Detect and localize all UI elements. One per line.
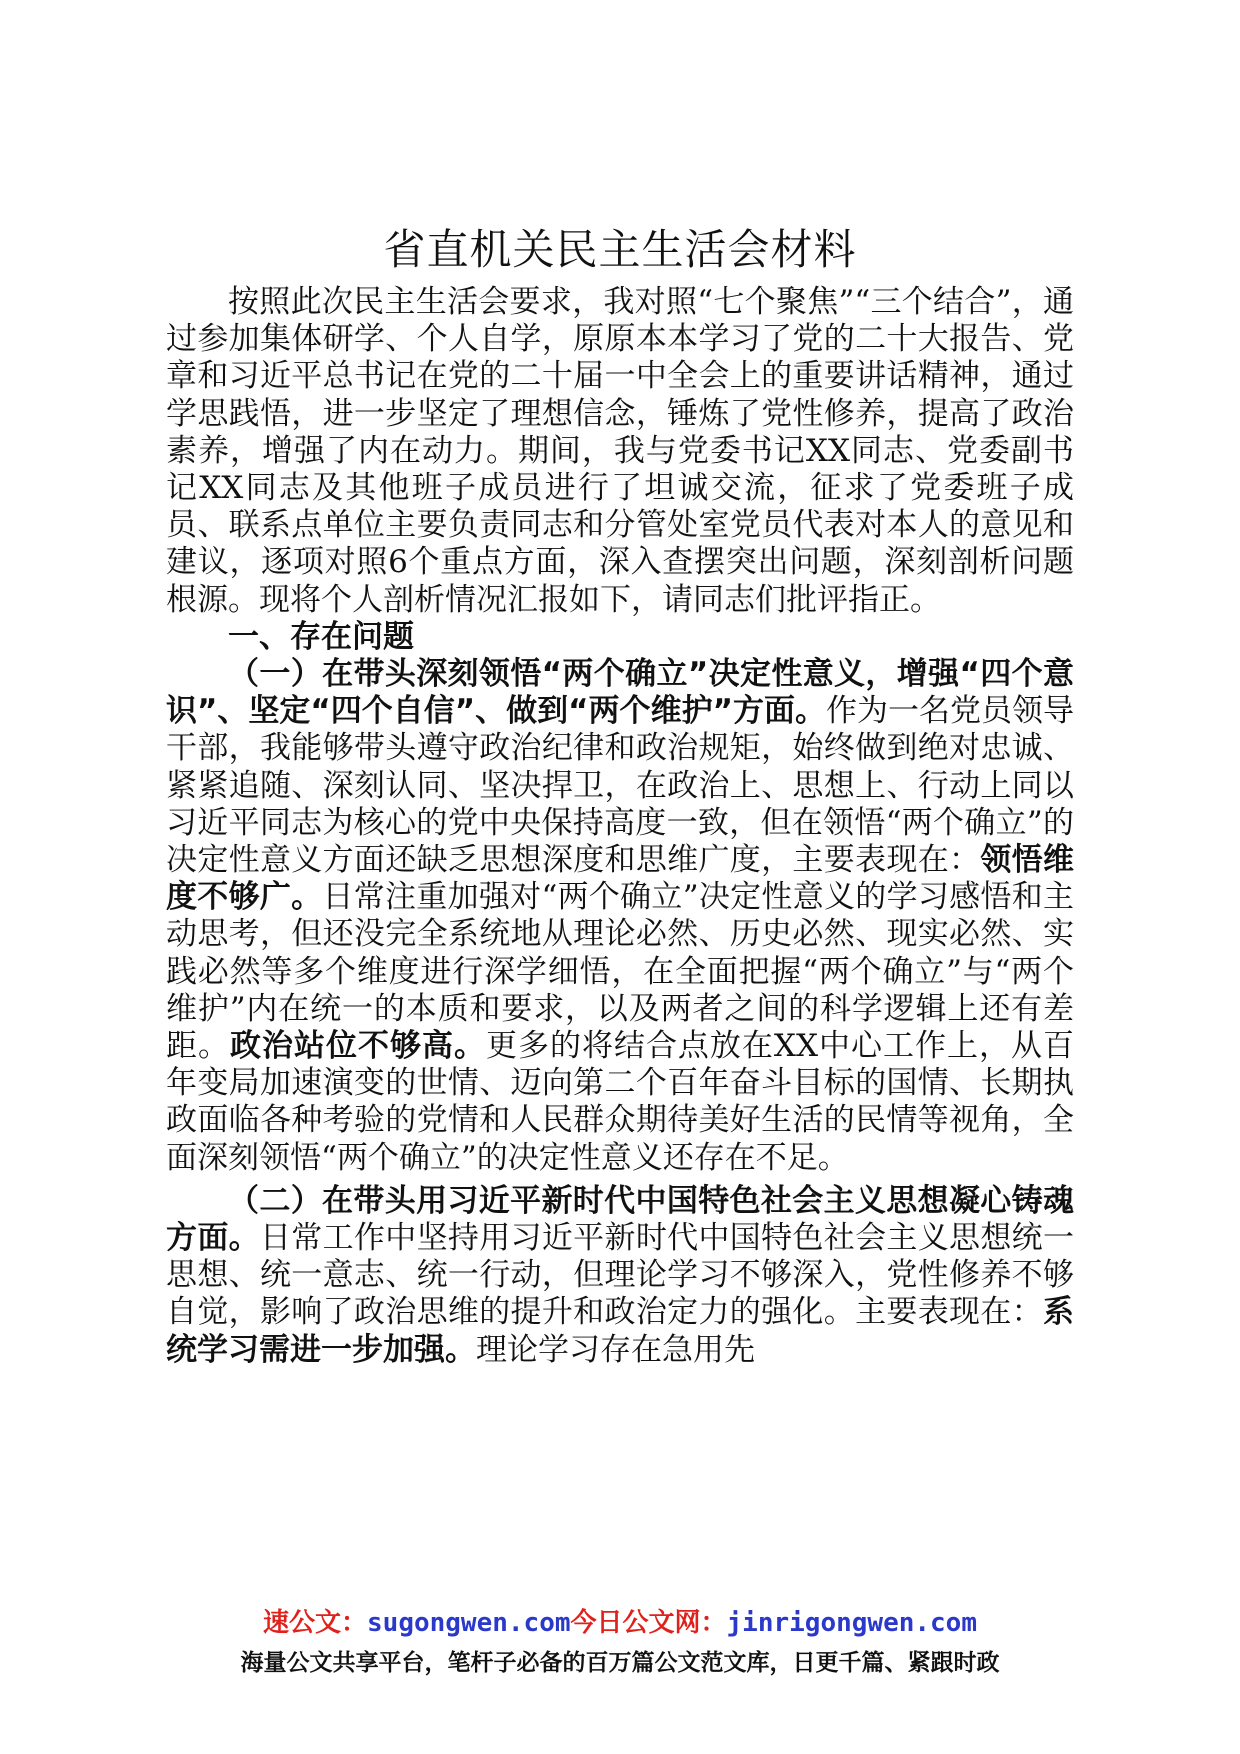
item-1-text-2: 日常注重加强对“两个确立”决定性意义的学习感悟和主动思考，但还没完全系统地从理论必然、历史必然、现实必然、实践必然等多个维度进行深学细悟，在全面把握“两个确立”与“两个维护”内在统一的本质和要求，以及两者之间的科学逻辑上还有差距。 [166,879,1074,1065]
problem-item-2 [166,1183,1074,1369]
item-2-lead: （二）在带头用习近平新时代中国特色社会主义思想凝心铸魂方面。 [166,1182,1074,1257]
intro-paragraph: 按照此次民主生活会要求，我对照“七个聚焦”“三个结合”，通过参加集体研学、个人自学，原原本本学习了党的二十大报告、党章和习近平总书记在党的二十届一中全会上的重要讲话精神，通过学思践悟，进一步坚定了理想信念，锤炼了党性修养，提高了政治素养，增强了内在动力。期间，我与党委书记XX同志、党委副书记XX同志及其他班子成员进行了坦诚交流，征求了党委班子成员、联系点单位主要负责同志和分管处室党员代表对本人的意见和建议，逐项对照6个重点方面，深入查摆突出问题，深刻剖析问题根源。现将个人剖析情况汇报如下，请同志们批评指正。 [166,284,1074,618]
item-1-text-3: 更多的将结合点放在XX中心工作上，从百年变局加速演变的世情、迈向第二个百年奋斗目标的国情、长期执政面临各种考验的党情和人民群众期待美好生活的民情等视角，全面深刻领悟“两个确立”的决定性意义还存在不足。 [166,1028,1075,1176]
item-2-text-2: 理论学习存在急用先 [476,1331,755,1368]
document-body [166,222,1074,1369]
item-2-text-1: 日常工作中坚持用习近平新时代中国特色社会主义思想统一思想、统一意志、统一行动，但理论学习不够深入，党性修养不够自觉，影响了政治思维的提升和政治定力的强化。主要表现在： [166,1220,1075,1331]
item-1-text-1: 作为一名党员领导干部，我能够带头遵守政治纪律和政治规矩，始终做到绝对忠诚、紧紧追随、深刻认同、坚决捍卫，在政治上、思想上、行动上同以习近平同志为核心的党中央保持高度一致，但在领悟“两个确立”的决定性意义方面还缺乏思想深度和思维广度，主要表现在： [166,693,1074,879]
footer-label-sugongwen: 速公文： [263,1608,368,1638]
document-title: 省直机关民主生活会材料 [383,225,857,274]
item-1-subpoint-2: 政治站位不够高。 [230,1028,486,1065]
problem-item-1 [166,656,1074,1177]
footer-label-jinrigongwen: 今日公文网： [570,1608,727,1638]
item-2-subpoint-1: 系统学习需进一步加强。 [166,1294,1074,1368]
footer-link-jinrigongwen[interactable]: jinrigongwen.com [726,1608,977,1638]
item-1-lead: （一）在带头深刻领悟“两个确立”决定性意义，增强“四个意识”、坚定“四个自信”、做到“两个维护”方面。 [166,656,1074,730]
footer-link-sugongwen[interactable]: sugongwen.com [367,1608,571,1638]
section-heading: 一、存在问题 [228,618,414,655]
item-1-subpoint-1: 领悟维度不够广。 [166,842,1075,916]
footer-links [0,1606,1240,1640]
footer-slogan: 海量公文共享平台，笔杆子必备的百万篇公文范文库，日更千篇、紧跟时政 [240,1650,1000,1676]
